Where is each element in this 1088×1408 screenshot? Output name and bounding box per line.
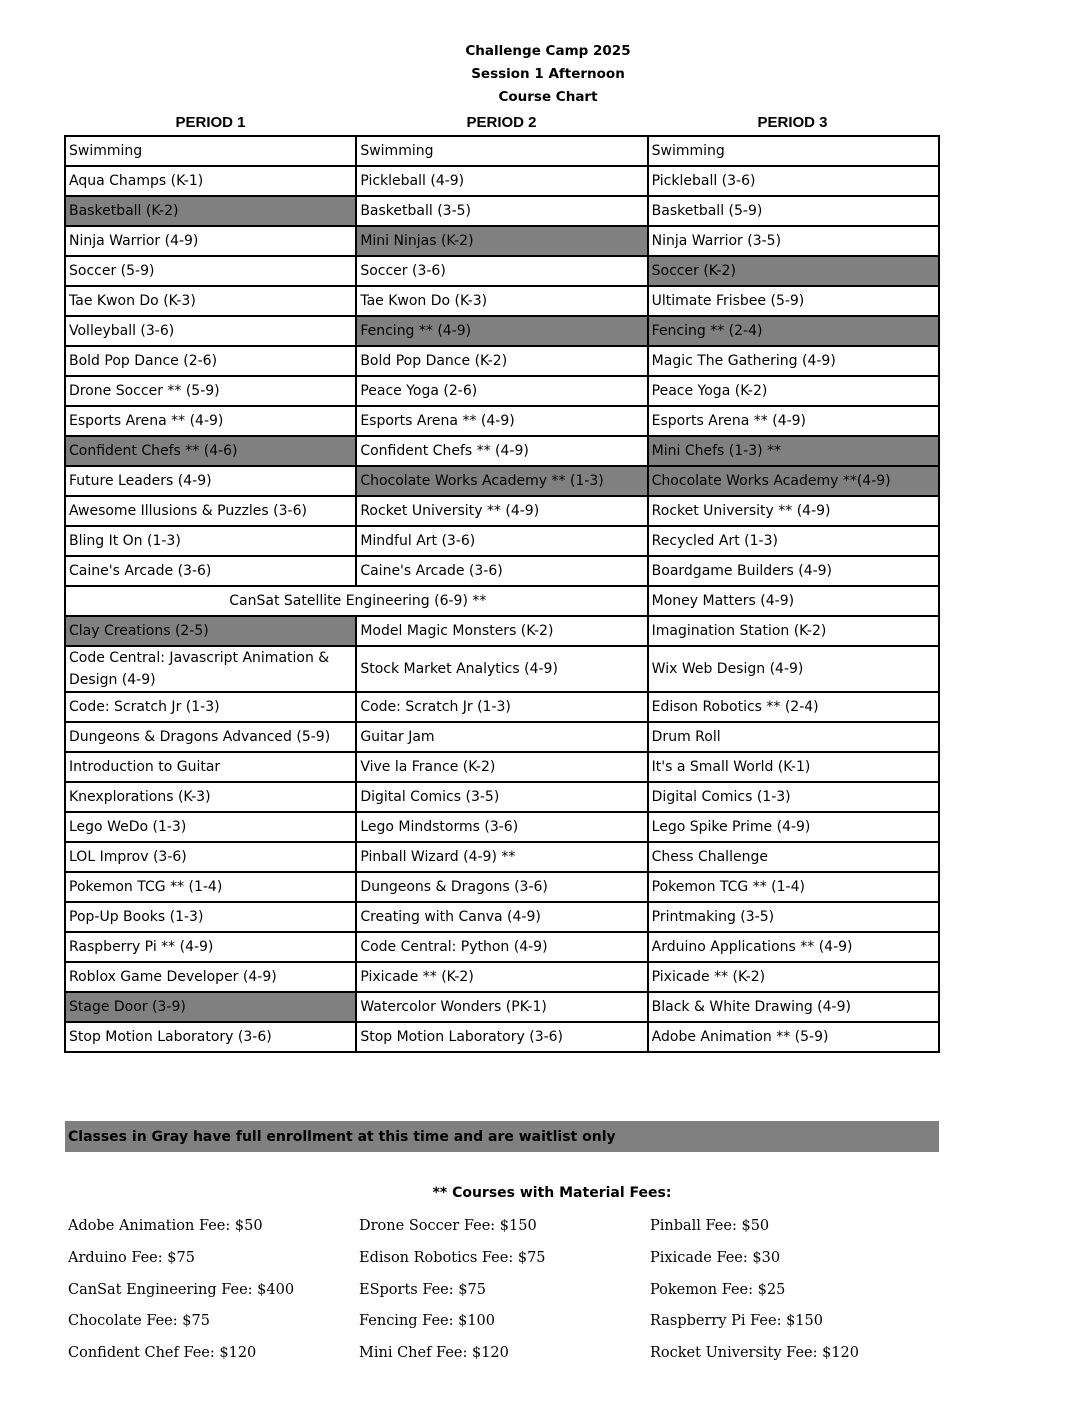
period-header-3: PERIOD 3 [757, 114, 828, 131]
course-row [65, 466, 939, 496]
course-cell: Swimming [356, 136, 647, 166]
course-cell-full: Fencing ** (4-9) [356, 316, 647, 346]
course-cell: Pickleball (4-9) [356, 166, 647, 196]
course-chart-table [64, 135, 940, 1053]
course-cell: LOL Improv (3-6) [65, 842, 356, 872]
course-cell: Model Magic Monsters (K-2) [356, 616, 647, 646]
fee-item: Pokemon Fee: $25 [650, 1281, 786, 1298]
fee-item: Pixicade Fee: $30 [650, 1249, 781, 1266]
course-cell: Adobe Animation ** (5-9) [648, 1022, 939, 1052]
course-cell: Dungeons & Dragons (3-6) [356, 872, 647, 902]
course-cell-full: Mini Ninjas (K-2) [356, 226, 647, 256]
waitlist-notice: Classes in Gray have full enrollment at this time and are waitlist only [65, 1121, 939, 1152]
course-cell: Printmaking (3-5) [648, 902, 939, 932]
fee-item: Raspberry Pi Fee: $150 [650, 1313, 823, 1330]
course-cell: Code Central: Python (4-9) [356, 932, 647, 962]
course-row [65, 406, 939, 436]
course-row [65, 136, 939, 166]
course-row [65, 902, 939, 932]
course-cell: Watercolor Wonders (PK-1) [356, 992, 647, 1022]
fee-item: Arduino Fee: $75 [68, 1249, 195, 1266]
course-row [65, 692, 939, 722]
course-cell-full: Fencing ** (2-4) [648, 316, 939, 346]
course-cell: Tae Kwon Do (K-3) [356, 286, 647, 316]
course-row [65, 962, 939, 992]
course-cell: Pokemon TCG ** (1-4) [648, 872, 939, 902]
course-row [65, 812, 939, 842]
course-cell: Recycled Art (1-3) [648, 526, 939, 556]
course-cell: Raspberry Pi ** (4-9) [65, 932, 356, 962]
course-cell: Pop-Up Books (1-3) [65, 902, 356, 932]
course-cell: Drone Soccer ** (5-9) [65, 376, 356, 406]
course-cell: Awesome Illusions & Puzzles (3-6) [65, 496, 356, 526]
course-cell-full: Stage Door (3-9) [65, 992, 356, 1022]
course-cell: Edison Robotics ** (2-4) [648, 692, 939, 722]
course-cell: Lego Spike Prime (4-9) [648, 812, 939, 842]
course-cell: Bold Pop Dance (2-6) [65, 346, 356, 376]
course-chart-body [65, 136, 939, 1052]
period-header-1: PERIOD 1 [175, 114, 246, 131]
fee-item: Mini Chef Fee: $120 [359, 1345, 509, 1362]
course-row [65, 616, 939, 646]
fee-item: Chocolate Fee: $75 [68, 1313, 210, 1330]
course-row [65, 556, 939, 586]
course-cell: Introduction to Guitar [65, 752, 356, 782]
course-row [65, 346, 939, 376]
course-cell: Peace Yoga (2-6) [356, 376, 647, 406]
course-cell: Volleyball (3-6) [65, 316, 356, 346]
course-row [65, 782, 939, 812]
fee-item: Edison Robotics Fee: $75 [359, 1249, 546, 1266]
course-cell: Digital Comics (1-3) [648, 782, 939, 812]
course-cell: Esports Arena ** (4-9) [65, 406, 356, 436]
fee-item: CanSat Engineering Fee: $400 [68, 1281, 295, 1298]
course-cell: Roblox Game Developer (4-9) [65, 962, 356, 992]
course-cell: Swimming [648, 136, 939, 166]
course-cell: Ninja Warrior (3-5) [648, 226, 939, 256]
course-cell: Confident Chefs ** (4-9) [356, 436, 647, 466]
course-cell: CanSat Satellite Engineering (6-9) ** [65, 586, 648, 616]
course-cell: Caine's Arcade (3-6) [356, 556, 647, 586]
course-cell: It's a Small World (K-1) [648, 752, 939, 782]
fees-heading-text: ** Courses with Material Fees: [432, 1185, 672, 1201]
course-cell: Soccer (5-9) [65, 256, 356, 286]
course-cell: Vive la France (K-2) [356, 752, 647, 782]
course-row [65, 496, 939, 526]
fee-item: Adobe Animation Fee: $50 [68, 1218, 263, 1234]
course-row [65, 646, 939, 692]
fee-item: Pinball Fee: $50 [650, 1218, 770, 1234]
fee-item: ESports Fee: $75 [359, 1281, 486, 1298]
course-cell-full: Mini Chefs (1-3) ** [648, 436, 939, 466]
course-cell: Code: Scratch Jr (1-3) [65, 692, 356, 722]
fee-item: Confident Chef Fee: $120 [68, 1345, 257, 1362]
course-cell-full: Chocolate Works Academy ** (1-3) [356, 466, 647, 496]
course-cell: Future Leaders (4-9) [65, 466, 356, 496]
course-cell: Esports Arena ** (4-9) [356, 406, 647, 436]
course-cell: Magic The Gathering (4-9) [648, 346, 939, 376]
document-title-block [0, 40, 1088, 109]
course-cell: Code: Scratch Jr (1-3) [356, 692, 647, 722]
course-row [65, 586, 939, 616]
course-cell-full: Clay Creations (2-5) [65, 616, 356, 646]
course-cell: Guitar Jam [356, 722, 647, 752]
course-row [65, 316, 939, 346]
course-cell: Money Matters (4-9) [648, 586, 939, 616]
course-cell: Drum Roll [648, 722, 939, 752]
course-cell: Lego WeDo (1-3) [65, 812, 356, 842]
fees-column-2 [359, 1213, 650, 1372]
course-cell: Bling It On (1-3) [65, 526, 356, 556]
course-cell: Pixicade ** (K-2) [356, 962, 647, 992]
period-headers [65, 114, 938, 131]
course-cell: Bold Pop Dance (K-2) [356, 346, 647, 376]
course-cell-full: Confident Chefs ** (4-6) [65, 436, 356, 466]
session-title: Session 1 Afternoon [471, 66, 625, 82]
course-row [65, 526, 939, 556]
course-cell: Esports Arena ** (4-9) [648, 406, 939, 436]
fees-list [68, 1213, 941, 1372]
course-row [65, 436, 939, 466]
course-cell: Pokemon TCG ** (1-4) [65, 872, 356, 902]
course-cell: Pixicade ** (K-2) [648, 962, 939, 992]
fee-item: Fencing Fee: $100 [359, 1313, 496, 1330]
course-cell: Arduino Applications ** (4-9) [648, 932, 939, 962]
course-cell: Lego Mindstorms (3-6) [356, 812, 647, 842]
fees-heading [0, 1185, 1088, 1201]
course-cell: Basketball (5-9) [648, 196, 939, 226]
course-cell: Stop Motion Laboratory (3-6) [356, 1022, 647, 1052]
course-row [65, 842, 939, 872]
course-row [65, 752, 939, 782]
course-cell: Stop Motion Laboratory (3-6) [65, 1022, 356, 1052]
course-row [65, 872, 939, 902]
chart-title: Course Chart [498, 89, 598, 105]
course-cell: Rocket University ** (4-9) [356, 496, 647, 526]
course-cell: Digital Comics (3-5) [356, 782, 647, 812]
camp-title: Challenge Camp 2025 [465, 43, 631, 59]
course-cell: Mindful Art (3-6) [356, 526, 647, 556]
course-cell: Rocket University ** (4-9) [648, 496, 939, 526]
course-cell: Pickleball (3-6) [648, 166, 939, 196]
course-cell: Peace Yoga (K-2) [648, 376, 939, 406]
course-cell: Ultimate Frisbee (5-9) [648, 286, 939, 316]
course-row [65, 1022, 939, 1052]
course-row [65, 196, 939, 226]
period-header-2: PERIOD 2 [466, 114, 537, 131]
course-cell: Chess Challenge [648, 842, 939, 872]
course-cell-full: Chocolate Works Academy **(4-9) [648, 466, 939, 496]
course-cell: Tae Kwon Do (K-3) [65, 286, 356, 316]
course-cell: Swimming [65, 136, 356, 166]
fee-item: Drone Soccer Fee: $150 [359, 1218, 537, 1234]
course-row [65, 166, 939, 196]
course-cell: Black & White Drawing (4-9) [648, 992, 939, 1022]
course-cell-full: Basketball (K-2) [65, 196, 356, 226]
course-cell: Knexplorations (K-3) [65, 782, 356, 812]
course-row [65, 932, 939, 962]
fees-column-3 [650, 1213, 941, 1372]
course-cell: Creating with Canva (4-9) [356, 902, 647, 932]
course-cell: Wix Web Design (4-9) [648, 646, 939, 692]
course-row [65, 992, 939, 1022]
course-row [65, 226, 939, 256]
course-cell: Boardgame Builders (4-9) [648, 556, 939, 586]
course-cell: Aqua Champs (K-1) [65, 166, 356, 196]
fees-column-1 [68, 1213, 359, 1372]
course-cell: Imagination Station (K-2) [648, 616, 939, 646]
course-cell-full: Soccer (K-2) [648, 256, 939, 286]
course-cell: Dungeons & Dragons Advanced (5-9) [65, 722, 356, 752]
course-cell: Pinball Wizard (4-9) ** [356, 842, 647, 872]
course-row [65, 722, 939, 752]
course-cell: Code Central: Javascript Animation & Design (4-9) [65, 646, 356, 692]
course-row [65, 376, 939, 406]
course-cell: Caine's Arcade (3-6) [65, 556, 356, 586]
course-cell: Soccer (3-6) [356, 256, 647, 286]
course-row [65, 256, 939, 286]
course-cell: Basketball (3-5) [356, 196, 647, 226]
course-cell: Ninja Warrior (4-9) [65, 226, 356, 256]
fee-item: Rocket University Fee: $120 [650, 1345, 860, 1362]
course-cell: Stock Market Analytics (4-9) [356, 646, 647, 692]
course-row [65, 286, 939, 316]
